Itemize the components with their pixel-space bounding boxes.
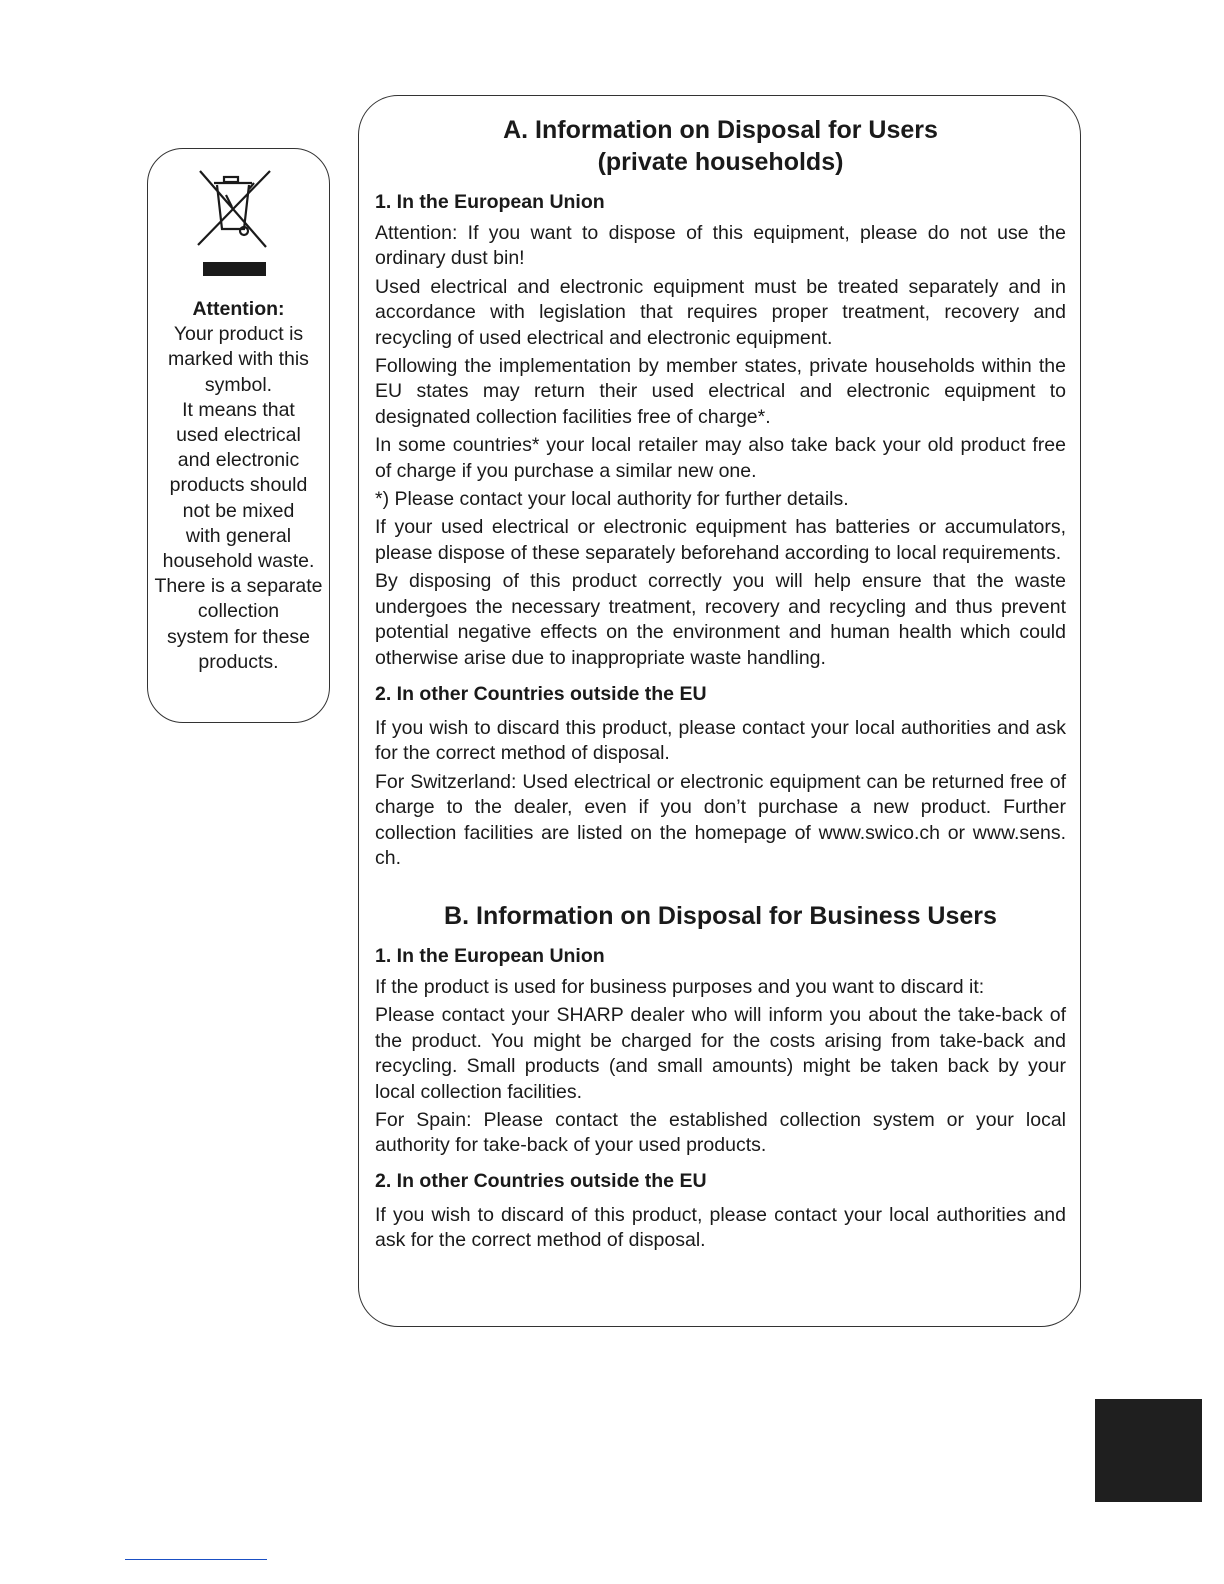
paragraph: If you wish to discard of this product, please contact your local authorities and ask for the correct method of disposal. (375, 1204, 1066, 1252)
section-b-other-heading: 2. In other Countries outside the EU (375, 1170, 707, 1192)
weee-underline-bar (203, 262, 266, 276)
section-b-title-text: B. Information on Disposal for Business Users (444, 902, 997, 930)
paragraph: If your used electrical or electronic equipment has batteries or accumulators, please dispose of these separately beforehand according to local requirements. (375, 516, 1066, 564)
section-b-eu (375, 944, 1066, 1159)
paragraph: If the product is used for business purposes and you want to discard it: (375, 976, 985, 998)
attention-sidebar (147, 148, 330, 723)
section-b-other (375, 1169, 1066, 1254)
section-a-title (375, 114, 1066, 178)
paragraph: Used electrical and electronic equipment must be treated separately and in accordance with legislation that requires proper treatment, recovery and recycling of used electrical and electronic equipment. (375, 275, 1066, 349)
page-edge-tab (1095, 1399, 1202, 1502)
section-a-title-line2: (private households) (597, 148, 844, 176)
paragraph: Following the implementation by member states, private households within the EU states may return their used electrical and electronic equipment to designated collection facilities free of charge*. (375, 355, 1066, 428)
section-a-eu (375, 190, 1066, 671)
paragraph: Attention: If you want to dispose of this equipment, please do not use the ordinary dust bin! (375, 222, 1066, 270)
paragraph: For Spain: Please contact the established collection system or your local authority for take-back of your used products. (375, 1109, 1066, 1157)
crossed-out-wheelie-bin-icon (192, 167, 274, 251)
paragraph: By disposing of this product correctly you will help ensure that the waste undergoes the necessary treatment, recovery and recycling and thus prevent potential negative effects on the environment and human health which could otherwise arise due to inappropriate waste handling. (375, 570, 1066, 669)
section-b-eu-heading: 1. In the European Union (375, 945, 605, 967)
section-a-title-line1: A. Information on Disposal for Users (503, 116, 938, 144)
paragraph: *) Please contact your local authority for further details. (375, 488, 849, 511)
sidebar-body: Your product is marked with this symbol. It means that used electrical and electronic products should not be mixed with general household waste. There is a separate collection system for these products. (154, 323, 323, 673)
paragraph: For Switzerland: Used electrical or electronic equipment can be returned free of charge to the dealer, even if you don’t purchase a new product. Further collection facilities are listed on the homepage of www.swico.ch or www.sens. ch. (375, 770, 1066, 870)
footer-line (125, 1559, 267, 1560)
paragraph: In some countries* your local retailer may also take back your old product free of charge if you purchase a similar new one. (375, 434, 1066, 482)
disposal-info-box (358, 95, 1081, 1327)
section-a-other (375, 682, 1066, 871)
section-a-other-heading: 2. In other Countries outside the EU (375, 683, 707, 705)
paragraph: If you wish to discard this product, please contact your local authorities and ask for the correct method of disposal. (375, 717, 1066, 765)
section-a-eu-heading: 1. In the European Union (375, 191, 605, 213)
section-b-title (375, 900, 1066, 932)
sidebar-heading: Attention: (192, 298, 285, 320)
paragraph: Please contact your SHARP dealer who will inform you about the take-back of the product. You might be charged for the costs arising from take-back and recycling. Small products (and small amounts) might be taken back by your local collection facilities. (375, 1004, 1066, 1103)
sidebar-text (148, 297, 329, 675)
